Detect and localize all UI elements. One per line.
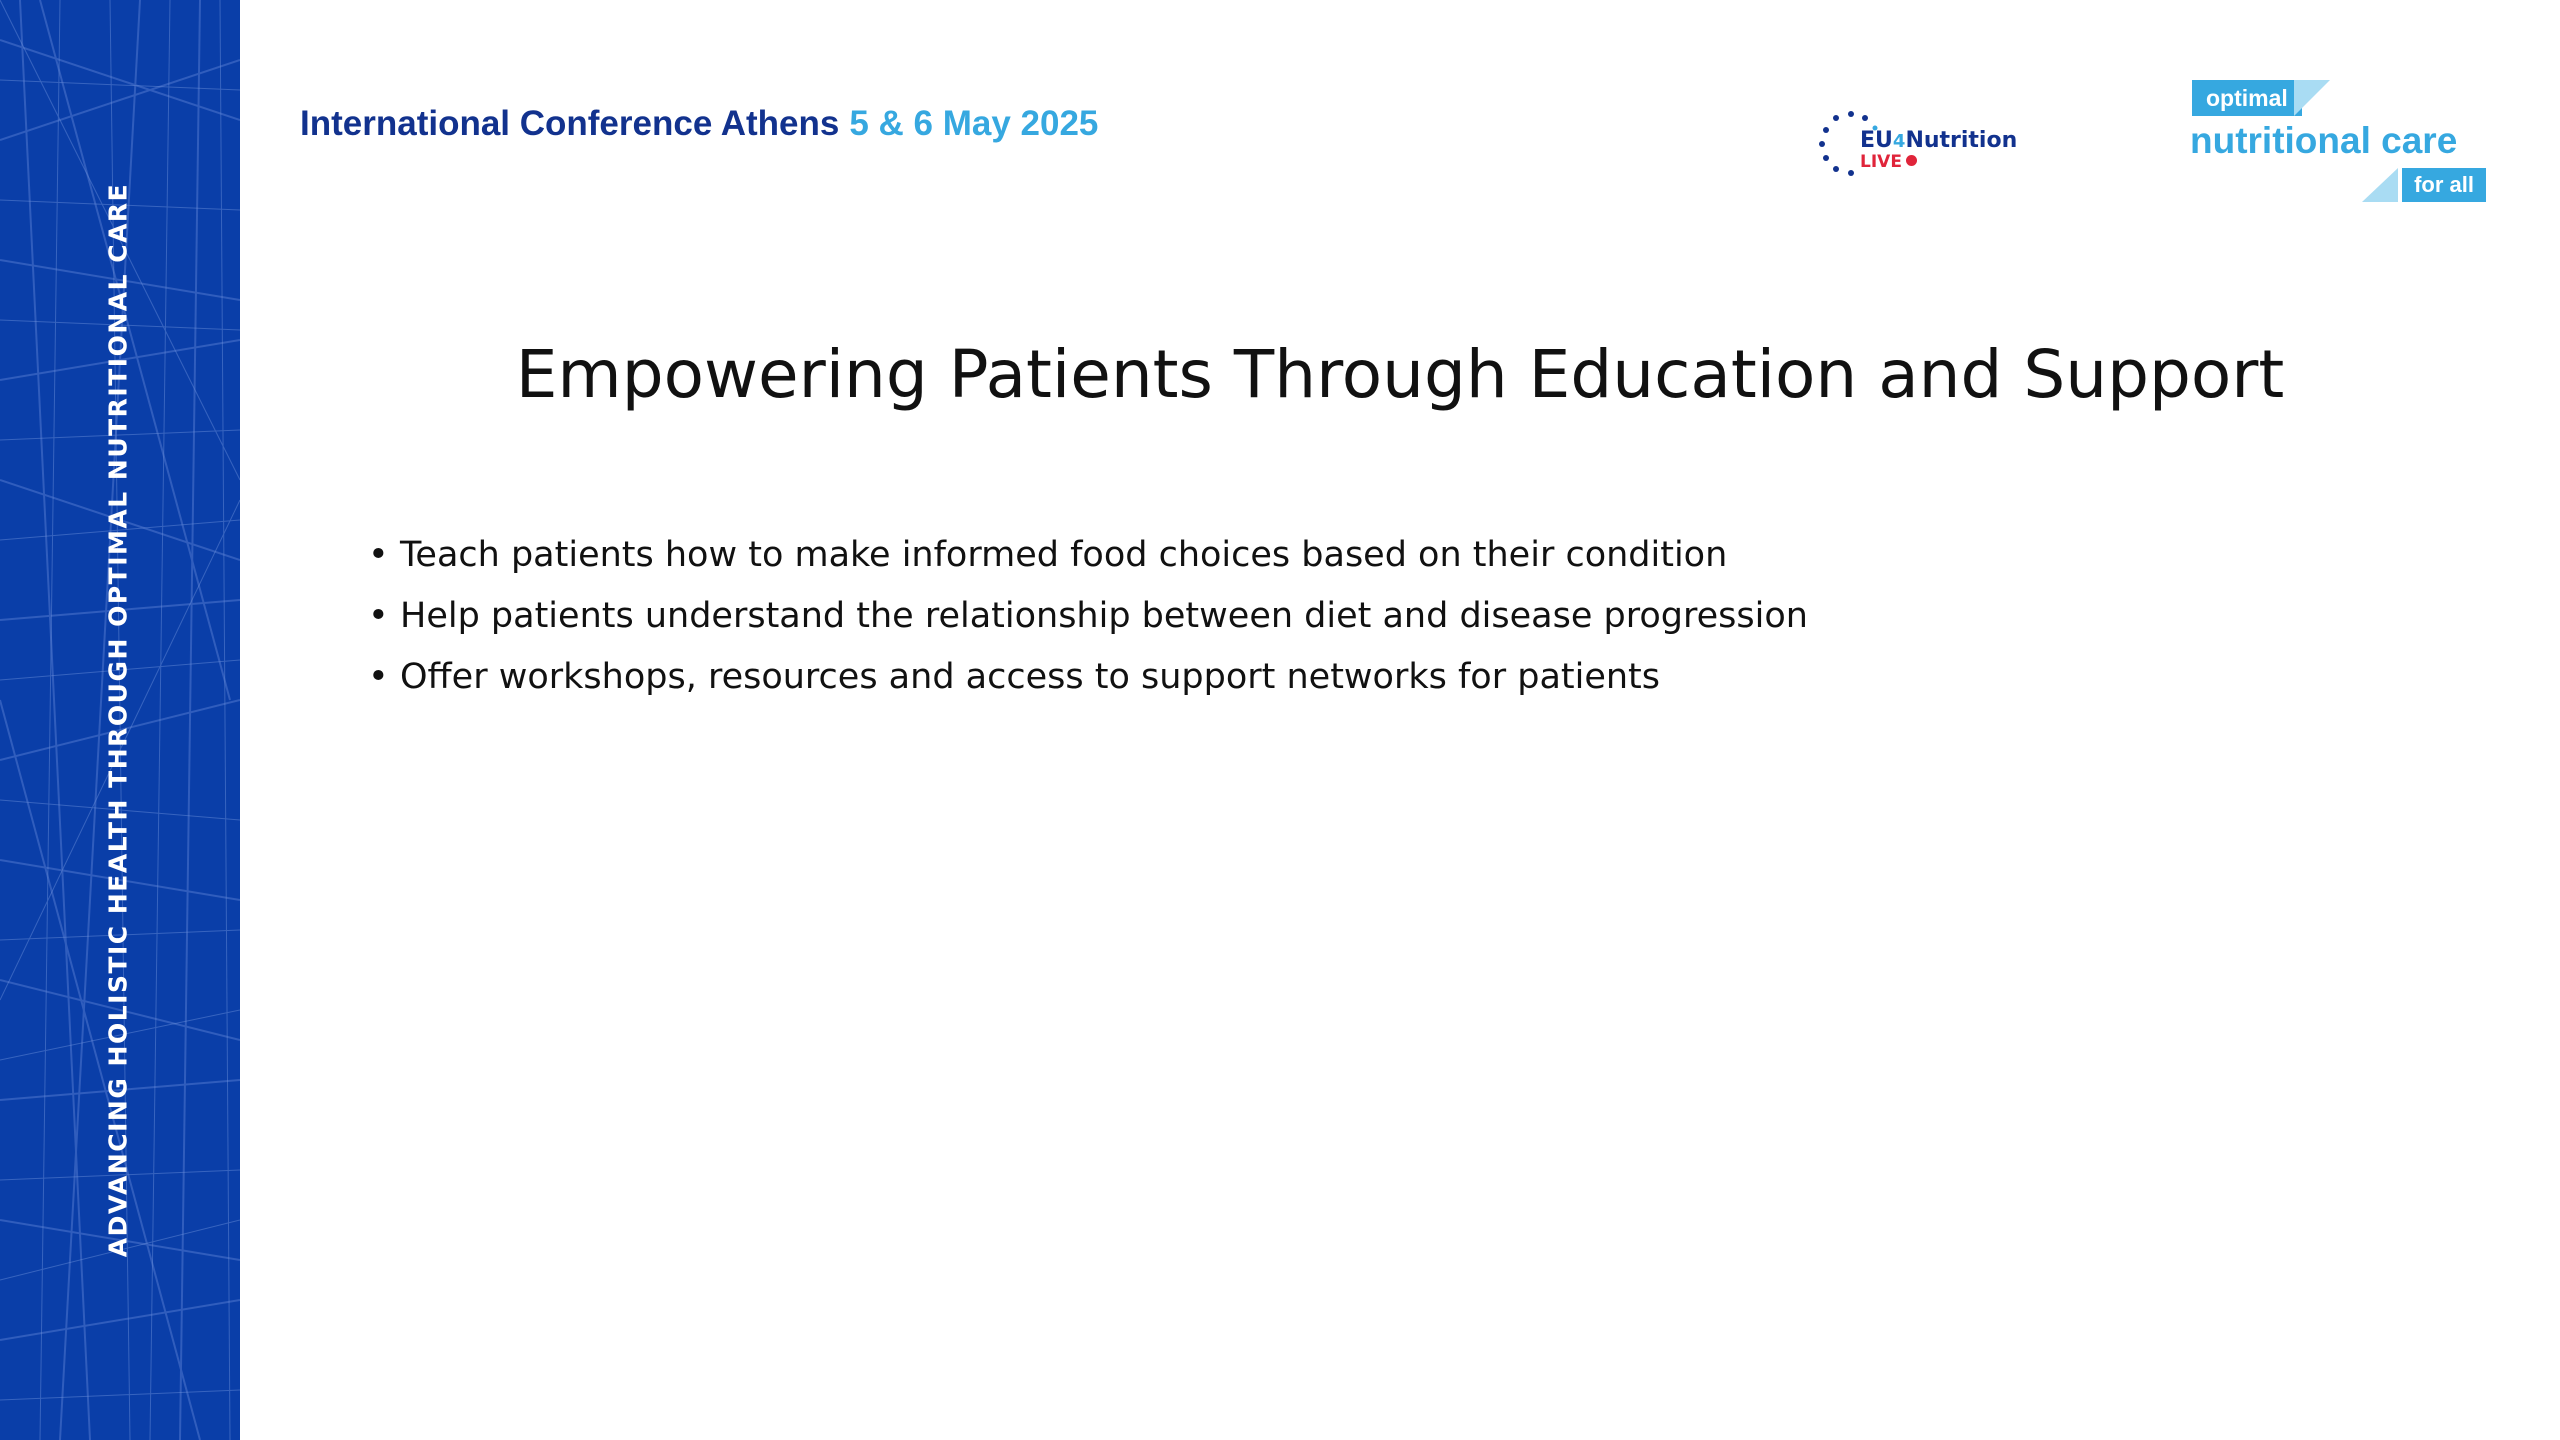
bullet-text: Offer workshops, resources and access to support networks for patients: [400, 657, 1661, 697]
sidebar-tagline: ADVANCING HOLISTIC HEALTH THROUGH OPTIMAL NUTRITIONAL CARE: [103, 182, 133, 1258]
eu4nutrition-wordmark: [1860, 128, 2017, 153]
live-label: [1860, 152, 1917, 172]
logo-optimal-tag: optimal: [2192, 80, 2302, 116]
bullet-text: Help patients understand the relationship between diet and disease progression: [400, 596, 1808, 636]
logo-main-text: nutritional care: [2190, 120, 2458, 161]
conference-name: International Conference Athens: [300, 104, 840, 143]
logo-triangle-top: [2294, 80, 2330, 116]
sidebar-map-strip: [0, 0, 240, 1440]
bullet-dot: •: [368, 535, 389, 575]
logo-for-all-tag: for all: [2402, 168, 2486, 202]
logo-live-text: LIVE: [1860, 152, 1902, 172]
conference-dates: 5 & 6 May 2025: [849, 104, 1099, 143]
list-item: [368, 530, 1808, 591]
conference-header: [300, 104, 1098, 144]
optimal-nutritional-care-logo: [2186, 80, 2486, 210]
eu4nutrition-logo: [1816, 108, 2056, 178]
bullet-list: [368, 530, 1808, 713]
list-item: [368, 652, 1808, 713]
bullet-dot: •: [368, 657, 389, 697]
bullet-text: Teach patients how to make informed food choices based on their condition: [400, 535, 1728, 575]
bullet-dot: •: [368, 596, 389, 636]
logo-four-text: 4: [1892, 131, 1906, 152]
logo-eu-text: EU: [1860, 128, 1893, 153]
live-dot-icon: [1906, 155, 1917, 166]
slide-title: Empowering Patients Through Education and Support: [515, 336, 2285, 413]
logo-triangle-bottom: [2362, 168, 2398, 202]
list-item: [368, 591, 1808, 652]
logo-nutrition-text: Nutrition: [1905, 128, 2018, 153]
